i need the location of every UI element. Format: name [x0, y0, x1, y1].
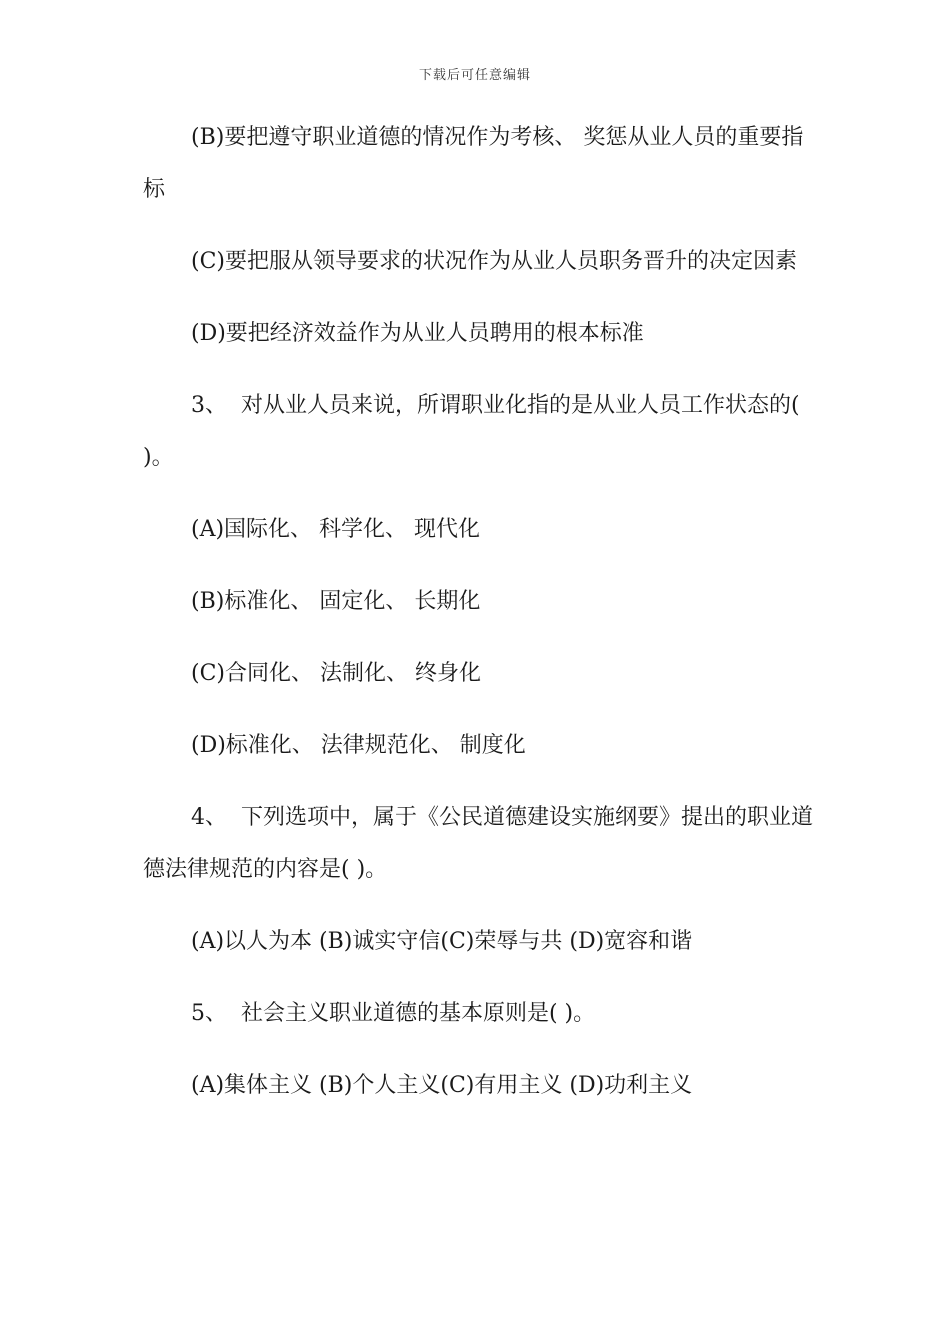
q3-option-d: (D)标准化、 法律规范化、 制度化: [191, 733, 526, 758]
question-3: 3、 对从业人员来说，所谓职业化指的是从业人员工作状态的( )。: [143, 393, 807, 470]
q5-options: (A)集体主义 (B)个人主义(C)有用主义 (D)功利主义: [191, 1073, 693, 1098]
option-3c-line: (C)要把服从领导要求的状况作为从业人员职务晋升的决定因素: [191, 249, 798, 274]
q3-option-c: (C)合同化、 法制化、 终身化: [191, 661, 481, 686]
question-5: 5、 社会主义职业道德的基本原则是( )。: [191, 1001, 596, 1026]
page-header: 下载后可任意编辑: [418, 68, 531, 83]
q4-options: (A)以人为本 (B)诚实守信(C)荣辱与共 (D)宽容和谐: [191, 929, 693, 954]
q3-option-b: (B)标准化、 固定化、 长期化: [191, 589, 481, 614]
document-body: [143, 112, 813, 1132]
question-4: 4、 下列选项中，属于《公民道德建设实施纲要》提出的职业道德法律规范的内容是( )。: [143, 805, 813, 882]
q3-option-a: (A)国际化、 科学化、 现代化: [191, 517, 481, 542]
option-3b-line: (B)要把遵守职业道德的情况作为考核、 奖惩从业人员的重要指标: [143, 125, 804, 202]
option-3d-line: (D)要把经济效益作为从业人员聘用的根本标准: [191, 321, 644, 346]
